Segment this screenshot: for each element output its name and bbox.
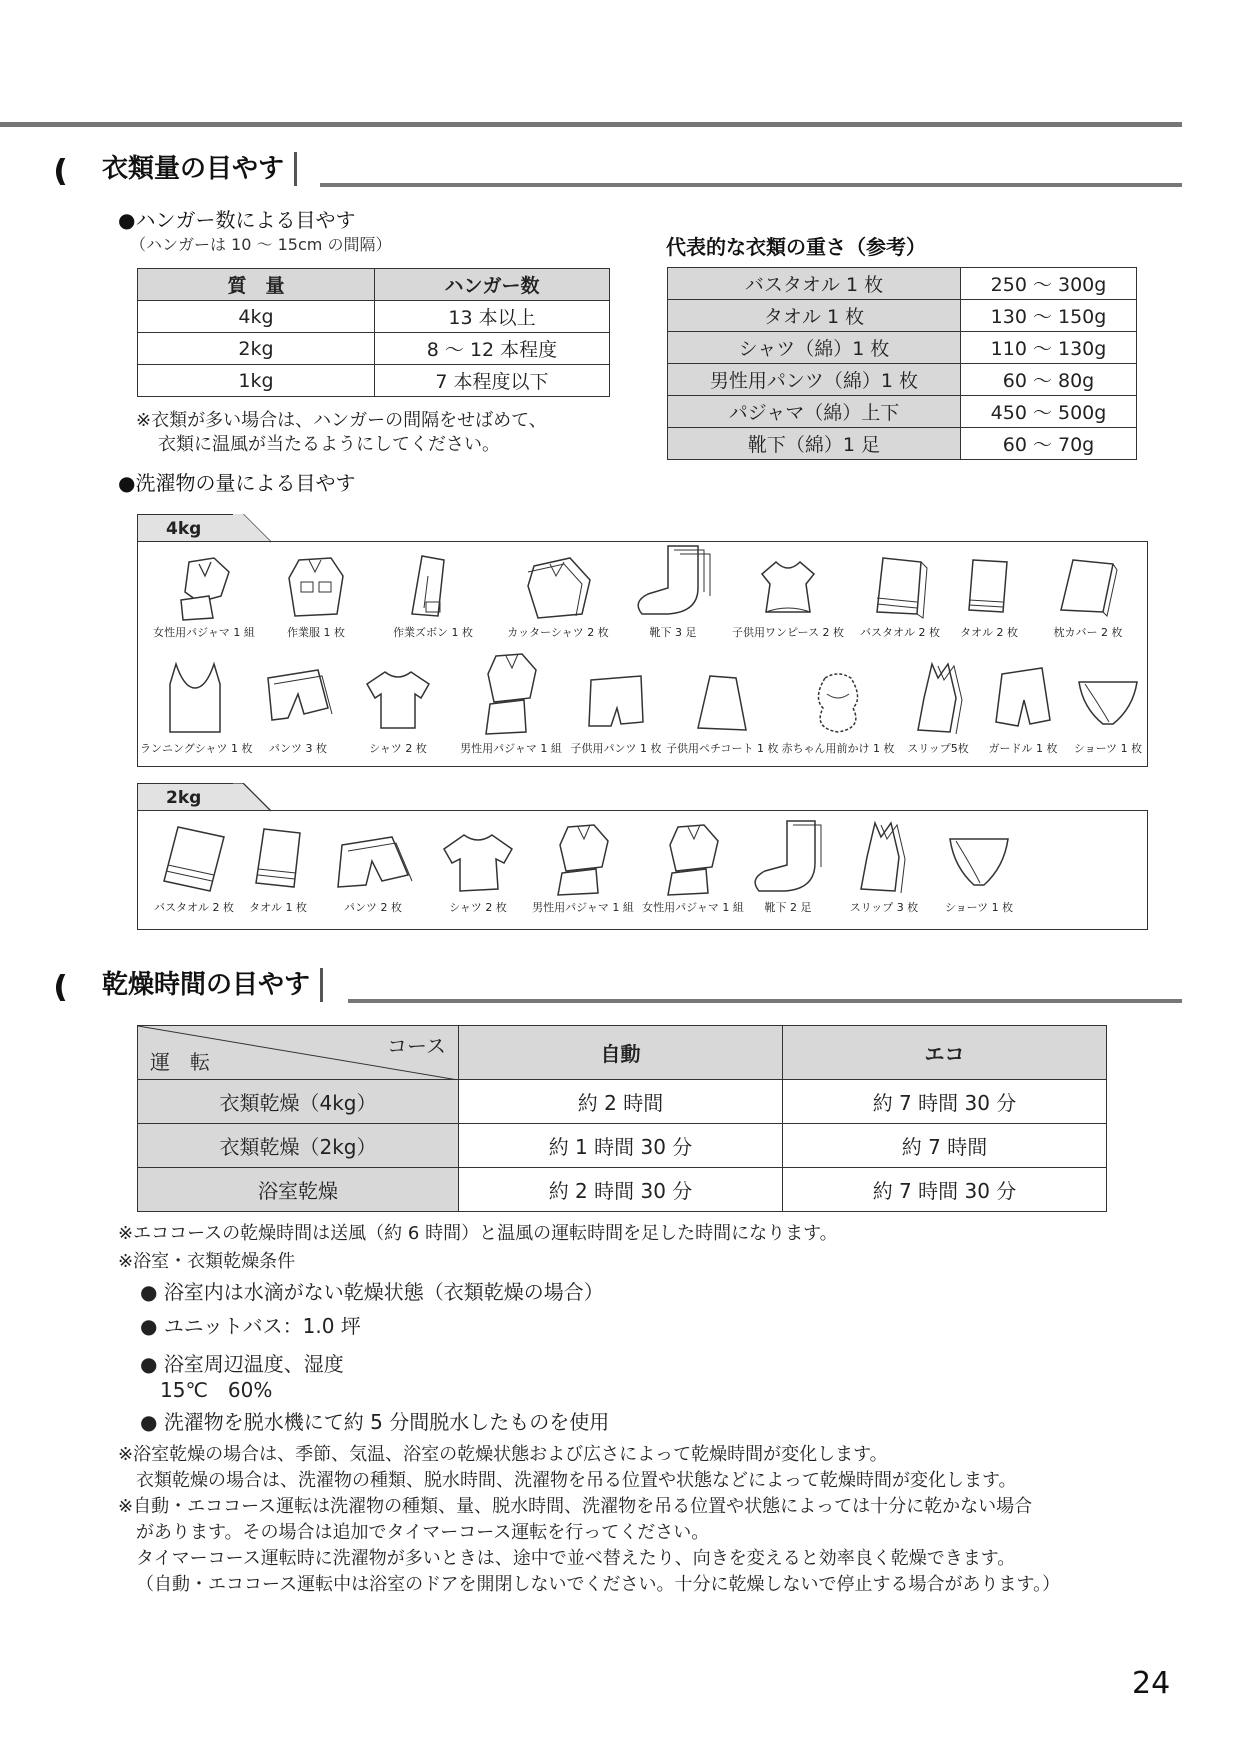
item-label: タオル 2 枚 bbox=[960, 626, 1018, 639]
laundry-item bbox=[248, 658, 348, 756]
bib-icon bbox=[803, 668, 873, 738]
table-row bbox=[138, 333, 610, 365]
table-cell: 1kg bbox=[138, 365, 375, 397]
table-cell: 8 ～ 12 本程度 bbox=[375, 333, 610, 365]
table-cell: 靴下（綿）1 足 bbox=[668, 428, 961, 460]
pillowcase-icon bbox=[1053, 552, 1123, 622]
pajama-icon bbox=[476, 648, 546, 738]
table-row bbox=[668, 300, 1137, 332]
table-cell: タオル 1 枚 bbox=[668, 300, 961, 332]
towel-icon bbox=[959, 552, 1019, 622]
item-label: ガードル 1 枚 bbox=[988, 742, 1058, 755]
table-cell: 約 7 時間 bbox=[783, 1124, 1107, 1168]
item-label: 男性用パジャマ 1 組 bbox=[532, 901, 634, 914]
socks-icon bbox=[628, 542, 718, 622]
hanger-subnote: （ハンガーは 10 ～ 15cm の間隔） bbox=[130, 235, 392, 254]
laundry-item bbox=[638, 821, 748, 915]
section-header-clothes-amount bbox=[54, 152, 354, 188]
item-label: 子供用パンツ 1 枚 bbox=[570, 742, 662, 755]
table-cell: 浴室乾燥 bbox=[138, 1168, 459, 1212]
pajama-icon bbox=[658, 821, 728, 897]
laundry-item bbox=[1068, 668, 1148, 756]
table-row bbox=[668, 364, 1137, 396]
laundry-box-2kg bbox=[137, 810, 1148, 930]
bath-towel-icon bbox=[154, 821, 234, 897]
table-cell: 約 2 時間 30 分 bbox=[459, 1168, 783, 1212]
laundry-item bbox=[618, 542, 728, 640]
table-cell: シャツ（綿）1 枚 bbox=[668, 332, 961, 364]
girdle-icon bbox=[988, 658, 1058, 738]
laundry-item bbox=[978, 658, 1068, 756]
table-cell: 2kg bbox=[138, 333, 375, 365]
condition-item bbox=[140, 1348, 344, 1377]
hanger-table bbox=[137, 268, 610, 397]
item-label: 子供用ペチコート 1 枚 bbox=[666, 742, 779, 755]
table-cell: 130 ～ 150g bbox=[961, 300, 1137, 332]
item-label: 女性用パジャマ 1 組 bbox=[153, 626, 255, 639]
drying-time-table bbox=[137, 1025, 1107, 1212]
note-auto-eco-4: （自動・エココース運転中は浴室のドアを開閉しないでください。十分に乾燥しないで停止する場合があります。） bbox=[136, 1574, 1061, 1595]
tshirt-icon bbox=[438, 825, 518, 897]
note-bath-drying: ※浴室乾燥の場合は、季節、気温、浴室の乾燥状態および広さによって乾燥時間が変化します。 bbox=[118, 1444, 888, 1465]
table-cell: 衣類乾燥（4kg） bbox=[138, 1080, 459, 1124]
laundry-item bbox=[238, 821, 318, 915]
section-rule bbox=[320, 183, 1182, 187]
table-cell: 60 ～ 70g bbox=[961, 428, 1137, 460]
laundry-heading: ●洗濯物の量による目やす bbox=[118, 471, 356, 495]
column-header: ハンガー数 bbox=[375, 269, 610, 301]
note-clothes-drying: 衣類乾燥の場合は、洗濯物の種類、脱水時間、洗濯物を吊る位置や状態などによって乾燥時間が変化します。 bbox=[136, 1470, 1017, 1491]
condition-item bbox=[140, 1310, 361, 1339]
laundry-item bbox=[566, 668, 666, 756]
running-shirt-icon bbox=[160, 658, 230, 738]
table-cell: 約 7 時間 30 分 bbox=[783, 1168, 1107, 1212]
pajama-icon bbox=[548, 821, 618, 897]
tab-4kg bbox=[137, 514, 297, 542]
towel-icon bbox=[248, 821, 308, 897]
item-label: バスタオル 2 枚 bbox=[860, 626, 940, 639]
item-label: ランニングシャツ 1 枚 bbox=[140, 742, 253, 755]
table-cell: 衣類乾燥（2kg） bbox=[138, 1124, 459, 1168]
corner-header bbox=[138, 1026, 459, 1080]
section-header-drying-time bbox=[54, 968, 374, 1004]
child-dress-icon bbox=[748, 552, 828, 622]
table-cell: 110 ～ 130g bbox=[961, 332, 1137, 364]
weights-heading: 代表的な衣類の重さ（参考） bbox=[666, 235, 926, 259]
socks-icon bbox=[743, 817, 833, 897]
item-label: スリップ 3 枚 bbox=[849, 901, 919, 914]
table-cell: 13 本以上 bbox=[375, 301, 610, 333]
item-label: 枕カバー 2 枚 bbox=[1053, 626, 1123, 639]
shorts-underwear-icon bbox=[1073, 668, 1143, 738]
condition-text: 浴室周辺温度、湿度 bbox=[163, 1352, 344, 1376]
hanger-note-line1: ※衣類が多い場合は、ハンガーの間隔をせばめて、 bbox=[136, 410, 547, 431]
item-label: ショーツ 1 枚 bbox=[944, 901, 1014, 914]
item-label: 子供用ワンピース 2 枚 bbox=[731, 626, 844, 639]
laundry-item bbox=[266, 552, 366, 640]
table-row bbox=[668, 268, 1137, 300]
laundry-item bbox=[850, 552, 950, 640]
bullet-icon: ● bbox=[140, 1280, 158, 1304]
bullet-icon: ● bbox=[140, 1352, 158, 1376]
laundry-item bbox=[378, 552, 488, 640]
laundry-item bbox=[1038, 552, 1138, 640]
table-cell: 4kg bbox=[138, 301, 375, 333]
laundry-item bbox=[738, 817, 838, 915]
table-row bbox=[138, 1080, 1107, 1124]
table-header-row bbox=[138, 1026, 1107, 1080]
item-label: バスタオル 2 枚 bbox=[154, 901, 234, 914]
laundry-item bbox=[498, 552, 618, 640]
table-row bbox=[668, 332, 1137, 364]
table-row bbox=[138, 1168, 1107, 1212]
table-cell: 60 ～ 80g bbox=[961, 364, 1137, 396]
table-cell: パジャマ（綿）上下 bbox=[668, 396, 961, 428]
note-auto-eco-1: ※自動・エココース運転は洗濯物の種類、量、脱水時間、洗濯物を吊る位置や状態によっては十分に乾かない場合 bbox=[118, 1496, 1033, 1517]
bullet-icon: ● bbox=[140, 1314, 158, 1338]
corner-top-label: コース bbox=[387, 1034, 446, 1058]
table-cell: 約 2 時間 bbox=[459, 1080, 783, 1124]
briefs-icon bbox=[328, 825, 418, 897]
column-header-eco: エコ bbox=[783, 1026, 1107, 1080]
child-pants-icon bbox=[581, 668, 651, 738]
note-auto-eco-2: があります。その場合は追加でタイマーコース運転を行ってください。 bbox=[136, 1522, 710, 1543]
laundry-item bbox=[666, 668, 779, 756]
laundry-item bbox=[318, 825, 428, 915]
laundry-item bbox=[146, 552, 262, 640]
corner-bottom-label: 運 転 bbox=[150, 1050, 210, 1074]
laundry-item bbox=[898, 658, 978, 756]
item-label: パンツ 2 枚 bbox=[344, 901, 402, 914]
section-title: 乾燥時間の目やす bbox=[98, 968, 323, 1002]
table-cell: 約 1 時間 30 分 bbox=[459, 1124, 783, 1168]
dress-shirt-icon bbox=[518, 552, 598, 622]
table-cell: 約 7 時間 30 分 bbox=[783, 1080, 1107, 1124]
laundry-item bbox=[528, 821, 638, 915]
table-row bbox=[668, 428, 1137, 460]
item-label: 靴下 2 足 bbox=[764, 901, 812, 914]
laundry-item bbox=[428, 825, 528, 915]
item-label: 作業服 1 枚 bbox=[287, 626, 345, 639]
laundry-item bbox=[144, 821, 244, 915]
table-row bbox=[138, 365, 610, 397]
laundry-item bbox=[140, 658, 253, 756]
bullet-icon: ● bbox=[140, 1410, 158, 1434]
item-label: シャツ 2 枚 bbox=[369, 742, 427, 755]
briefs-stack-icon bbox=[258, 658, 338, 738]
item-label: タオル 1 枚 bbox=[249, 901, 307, 914]
laundry-item bbox=[944, 552, 1034, 640]
petticoat-icon bbox=[686, 668, 756, 738]
condition-item bbox=[140, 1276, 604, 1305]
table-header-row bbox=[138, 269, 610, 301]
column-header-auto: 自動 bbox=[459, 1026, 783, 1080]
slip-icon bbox=[908, 658, 968, 738]
tab-slant-icon bbox=[233, 514, 273, 543]
hanger-note-line2: 衣類に温風が当たるようにしてください。 bbox=[158, 434, 500, 455]
condition-item bbox=[140, 1406, 609, 1435]
table-cell: 男性用パンツ（綿）1 枚 bbox=[668, 364, 961, 396]
laundry-item bbox=[934, 825, 1024, 915]
tshirt-icon bbox=[363, 658, 433, 738]
tab-2kg bbox=[137, 783, 297, 811]
item-label: スリップ5枚 bbox=[907, 742, 969, 755]
item-label: 男性用パジャマ 1 組 bbox=[460, 742, 562, 755]
table-row bbox=[138, 1124, 1107, 1168]
item-label: カッターシャツ 2 枚 bbox=[507, 626, 609, 639]
hanger-heading: ●ハンガー数による目やす bbox=[118, 208, 356, 232]
item-label: シャツ 2 枚 bbox=[449, 901, 507, 914]
laundry-box-4kg bbox=[137, 541, 1148, 767]
note-auto-eco-3: タイマーコース運転時に洗濯物が多いときは、途中で並べ替えたり、向きを変えると効率良く乾燥できます。 bbox=[136, 1548, 1016, 1569]
shorts-underwear-icon bbox=[944, 825, 1014, 897]
tab-label: 4kg bbox=[137, 514, 235, 542]
section-rule bbox=[348, 999, 1182, 1003]
item-label: 女性用パジャマ 1 組 bbox=[642, 901, 744, 914]
laundry-item bbox=[348, 658, 448, 756]
table-cell: バスタオル 1 枚 bbox=[668, 268, 961, 300]
condition-value: 15℃ 60% bbox=[160, 1378, 273, 1402]
table-cell: 250 ～ 300g bbox=[961, 268, 1137, 300]
work-pants-icon bbox=[398, 552, 468, 622]
tab-slant-icon bbox=[233, 783, 273, 812]
condition-text: ユニットバス：1.0 坪 bbox=[163, 1314, 361, 1338]
weights-table bbox=[667, 267, 1137, 460]
bath-towel-icon bbox=[865, 552, 935, 622]
column-header: 質 量 bbox=[138, 269, 375, 301]
slip-icon bbox=[849, 817, 919, 897]
note-eco-time: ※エココースの乾燥時間は送風（約 6 時間）と温風の運転時間を足した時間になります。 bbox=[118, 1223, 838, 1244]
page-number: 24 bbox=[1132, 1666, 1171, 1701]
note-conditions-heading: ※浴室・衣類乾燥条件 bbox=[118, 1251, 296, 1272]
pajama-icon bbox=[169, 552, 239, 622]
table-cell: 450 ～ 500g bbox=[961, 396, 1137, 428]
table-row bbox=[668, 396, 1137, 428]
condition-text: 洗濯物を脱水機にて約 5 分間脱水したものを使用 bbox=[163, 1410, 610, 1434]
item-label: ショーツ 1 枚 bbox=[1073, 742, 1143, 755]
item-label: 作業ズボン 1 枚 bbox=[393, 626, 473, 639]
table-cell: 7 本程度以下 bbox=[375, 365, 610, 397]
table-row bbox=[138, 301, 610, 333]
work-jacket-icon bbox=[281, 552, 351, 622]
laundry-item bbox=[723, 552, 853, 640]
laundry-item bbox=[778, 668, 898, 756]
condition-text: 浴室内は水滴がない乾燥状態（衣類乾燥の場合） bbox=[163, 1280, 604, 1304]
laundry-item bbox=[456, 648, 566, 756]
laundry-item bbox=[834, 817, 934, 915]
top-rule bbox=[0, 122, 1182, 127]
item-label: パンツ 3 枚 bbox=[269, 742, 327, 755]
tab-label: 2kg bbox=[137, 783, 235, 811]
section-title: 衣類量の目やす bbox=[98, 152, 297, 186]
item-label: 靴下 3 足 bbox=[649, 626, 697, 639]
item-label: 赤ちゃん用前かけ 1 枚 bbox=[781, 742, 895, 755]
